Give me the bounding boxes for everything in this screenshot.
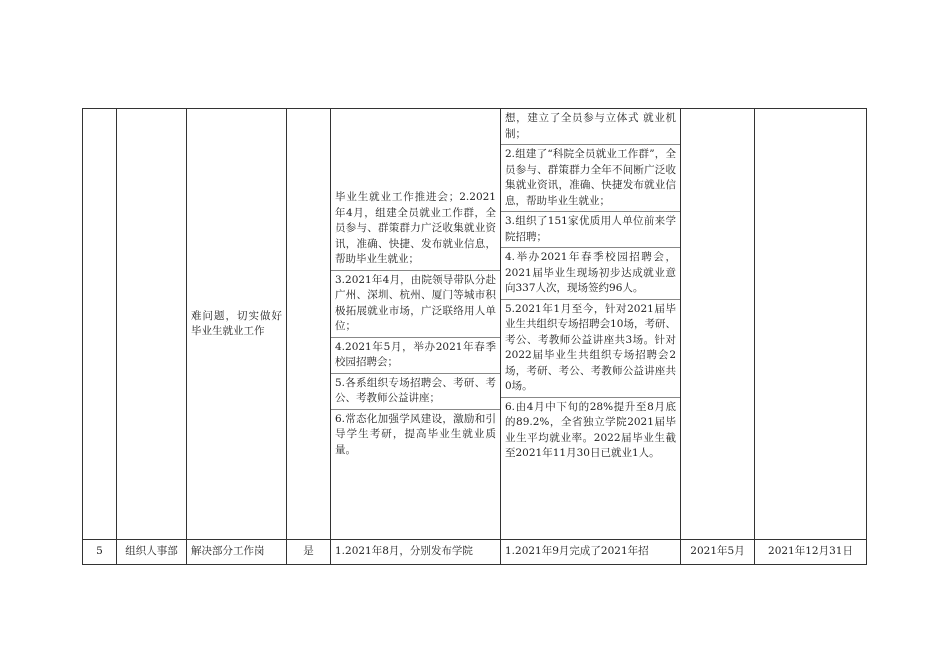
result-item: 3.组织了151家优质用人单位前来学院招聘；: [501, 211, 680, 247]
yes-cell: [287, 109, 331, 540]
measure-item: 3.2021年4月，由院领导带队分赴广州、深圳、杭州、厦门等城市积极拓展就业市场，广泛联络用人单位；: [331, 270, 500, 337]
results-cell: [501, 109, 681, 540]
department-cell: 组织人事部: [117, 540, 187, 565]
start-cell: 2021年5月: [681, 540, 755, 565]
problem-cell: [187, 109, 287, 540]
deadline-cell: [755, 109, 867, 540]
measure-item: 6.常态化加强学风建设，激励和引导学生考研，提高毕业生就业质量。: [331, 409, 500, 461]
measures-cell: [331, 109, 501, 540]
index-cell: 5: [83, 540, 117, 565]
results-cell: 1.2021年9月完成了2021年招: [501, 540, 681, 565]
problem-text: 难问题，切实做好毕业生就业工作: [191, 309, 282, 337]
measure-item: 5.各系组织专场招聘会、考研、考公、考教师公益讲座；: [331, 373, 500, 409]
result-item: 2.组建了“科院全员就业工作群”，全员参与、群策群力全年不间断广泛收集就业资讯，准确、快捷发布就业信息，帮助毕业生就业；: [501, 144, 680, 211]
measure-item: 毕业生就业工作推进会；2.2021年4月，组建全员就业工作群，全员参与、群策群力广泛收集就业资讯，准确、快捷、发布就业信息，帮助毕业生就业；: [335, 191, 496, 265]
yes-cell: 是: [287, 540, 331, 565]
problem-cell: 解决部分工作岗: [187, 540, 287, 565]
deadline-cell: 2021年12月31日: [755, 540, 867, 565]
measure-item: 4.2021年5月，举办2021年春季校园招聘会；: [331, 337, 500, 373]
start-cell: [681, 109, 755, 540]
department-cell: [117, 109, 187, 540]
result-item: 5.2021年1月至今，针对2021届毕业生共组织专场招聘会10场，考研、考公、考教师公益讲座共3场。针对2022届毕业生共组织专场招聘会2场，考研、考公、考教师公益讲座共0场。: [501, 299, 680, 397]
result-item: 想，建立了全员参与立体式 就业机制；: [505, 112, 676, 140]
table-row: [83, 109, 867, 540]
index-cell: [83, 109, 117, 540]
table-row: [83, 540, 867, 565]
result-item: 6.由4月中下旬的28%提升至8月底的89.2%，全省独立学院2021届毕业生平均就业率。2022届毕业生截至2021年11月30日已就业1人。: [501, 397, 680, 464]
measures-cell: 1.2021年8月，分别发布学院: [331, 540, 501, 565]
rectification-table: [82, 108, 867, 565]
result-item: 4.举办2021年春季校园招聘会，2021届毕业生现场初步达成就业意向337人次，现场签约96人。: [501, 247, 680, 299]
